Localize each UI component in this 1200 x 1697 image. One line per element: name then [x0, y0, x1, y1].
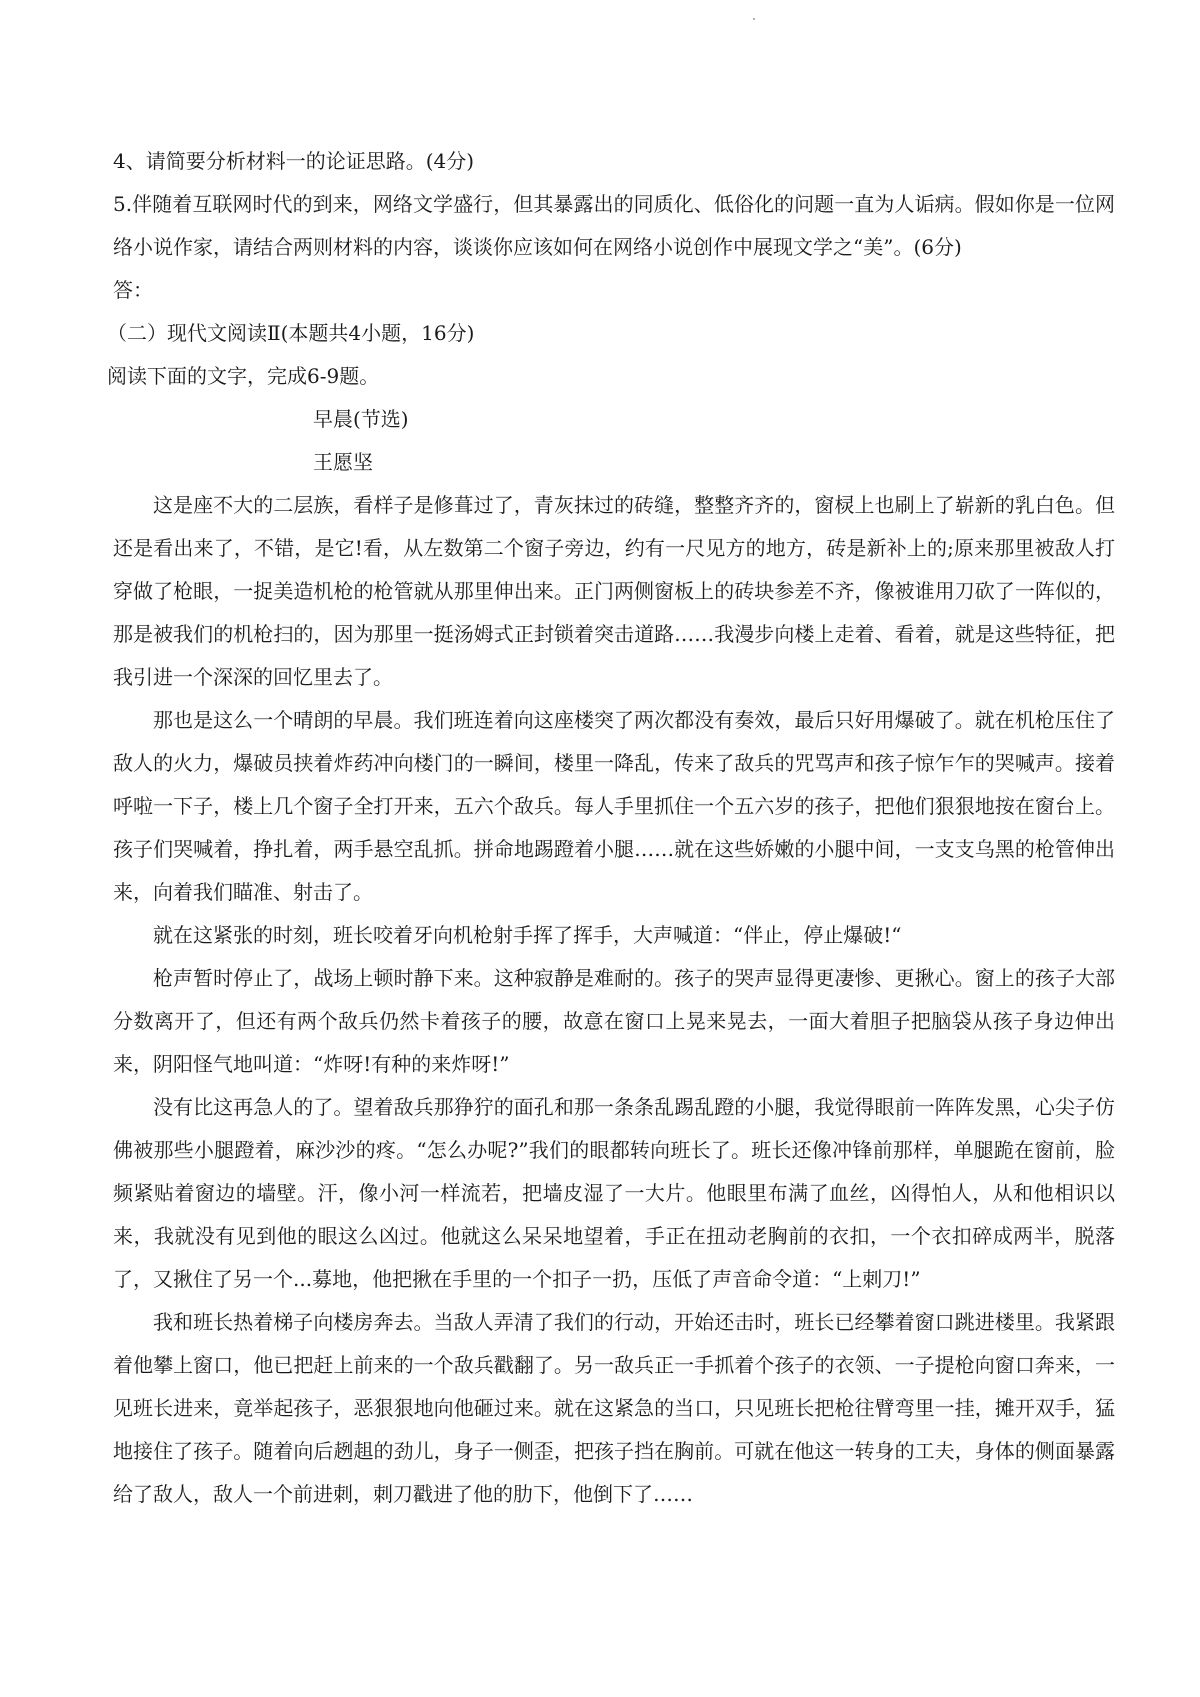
page-content: [107, 140, 1115, 1516]
section-heading: （二）现代文阅读Ⅱ(本题共4小题，16分): [107, 321, 475, 345]
article-paragraph: 就在这紧张的时刻，班长咬着牙向机枪射手挥了挥手，大声喊道：“伴止，停止爆破!“: [153, 923, 902, 947]
question-5: 5.伴随着互联网时代的到来，网络文学盛行，但其暴露出的同质化、低俗化的问题一直为人诟病。假如你是一位网络小说作家，请结合两则材料的内容，谈谈你应该如何在网络小说创作中展现文学之“美”。(6分): [113, 192, 1115, 259]
scan-speck: [753, 18, 755, 20]
article-paragraph: 这是座不大的二层族，看样子是修葺过了，青灰抹过的砖缝，整整齐齐的，窗棂上也刷上了崭新的乳白色。但还是看出来了，不错，是它!看，从左数第二个窗子旁边，约有一尺见方的地方，砖是新补上的;原来那里被敌人打穿做了枪眼，一捉美造机枪的枪管就从那里伸出来。正门两侧窗板上的砖块参差不齐，像被谁用刀砍了一阵似的，那是被我们的机枪扫的，因为那里一挺汤姆式正封锁着突击道路……我漫步向楼上走着、看着，就是这些特征，把我引进一个深深的回忆里去了。: [113, 493, 1115, 689]
question-4: 4、请简要分析材料一的论证思路。(4分): [113, 149, 475, 173]
article-author: 王愿坚: [313, 450, 373, 474]
answer-label: 答：: [113, 278, 153, 302]
article-paragraph: 枪声暂时停止了，战场上顿时静下来。这种寂静是难耐的。孩子的哭声显得更凄惨、更揪心。窗上的孩子大部分数离开了，但还有两个敌兵仍然卡着孩子的腰，故意在窗口上晃来晃去，一面大着胆子把脑袋从孩子身边伸出来，阴阳怪气地叫道：“炸呀!有种的来炸呀!”: [113, 966, 1115, 1076]
article-title: 早晨(节选): [313, 407, 409, 431]
article-paragraph: 没有比这再急人的了。望着敌兵那狰狞的面孔和那一条条乱踢乱蹬的小腿，我觉得眼前一阵阵发黑，心尖子仿佛被那些小腿蹬着，麻沙沙的疼。“怎么办呢?”我们的眼都转向班长了。班长还像冲锋前那样，单腿跪在窗前，脸频紧贴着窗边的墙壁。汗，像小河一样流若，把墙皮湿了一大片。他眼里布满了血丝，凶得怕人，从和他相识以来，我就没有见到他的眼这么凶过。他就这么呆呆地望着，手正在扭动老胸前的衣扣，一个衣扣碎成两半，脱落了，又揪住了另一个...募地，他把揪在手里的一个扣子一扔，压低了声音命令道：“上刺刀!”: [113, 1095, 1115, 1291]
article-paragraph: 那也是这么一个晴朗的早晨。我们班连着向这座楼突了两次都没有奏效，最后只好用爆破了。就在机枪压住了敌人的火力，爆破员挟着炸药冲向楼门的一瞬间，楼里一降乱，传来了敌兵的咒骂声和孩子惊乍乍的哭喊声。接着呼啦一下子，楼上几个窗子全打开来，五六个敌兵。每人手里抓住一个五六岁的孩子，把他们狠狠地按在窗台上。孩子们哭喊着，挣扎着，两手悬空乱抓。拼命地踢蹬着小腿……就在这些娇嫩的小腿中间，一支支乌黑的枪管伸出来，向着我们瞄准、射击了。: [113, 708, 1115, 904]
section-instruction: 阅读下面的文字，完成6-9题。: [107, 364, 380, 388]
article-paragraph: 我和班长热着梯子向楼房奔去。当敌人弄清了我们的行动，开始还击时，班长已经攀着窗口跳进楼里。我紧跟着他攀上窗口，他已把赶上前来的一个敌兵戳翻了。另一敌兵正一手抓着个孩子的衣领、一子提枪向窗口奔来，一见班长进来，竟举起孩子，恶狠狠地向他砸过来。就在这紧急的当口，只见班长把枪往臂弯里一挂，摊开双手，猛地接住了孩子。随着向后趔趄的劲儿，身子一侧歪，把孩子挡在胸前。可就在他这一转身的工夫，身体的侧面暴露给了敌人，敌人一个前进刺，刺刀戳进了他的肋下，他倒下了……: [113, 1310, 1115, 1506]
